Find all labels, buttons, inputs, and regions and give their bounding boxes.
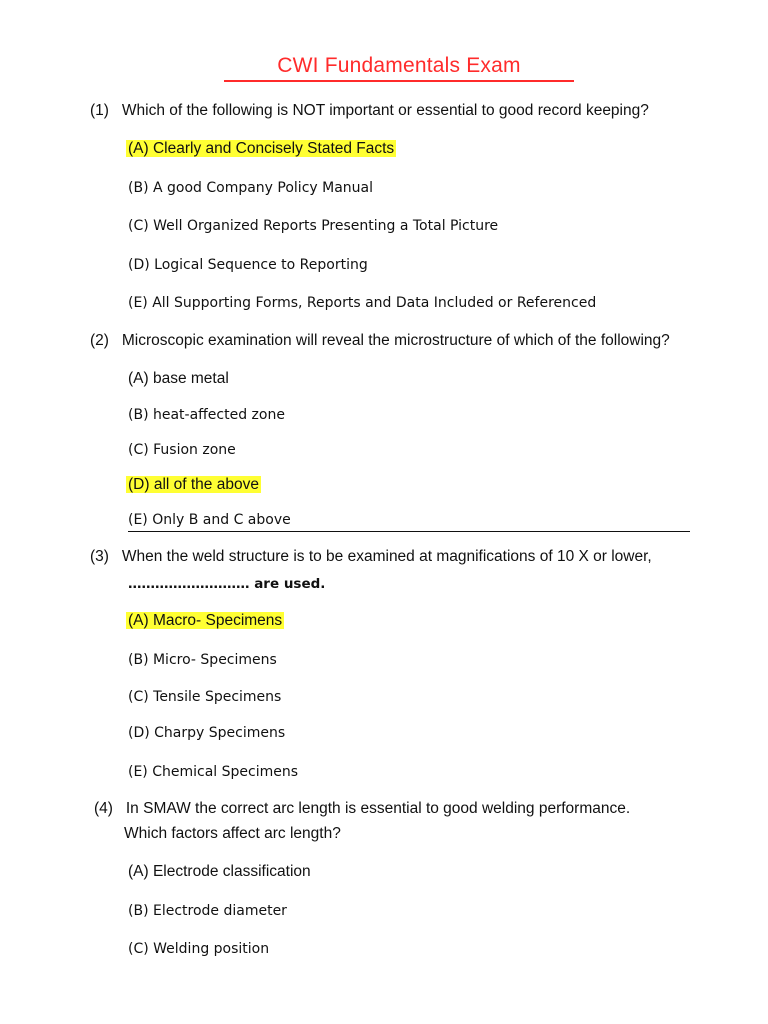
option-2d [128,474,261,496]
option-2b: (B) heat-affected zone [128,407,285,423]
option-4a: (A) Electrode classification [128,863,311,880]
question-number: (4) [94,800,113,817]
question-2 [90,330,670,352]
question-text: In SMAW the correct arc length is essential to good welding performance. [125,800,631,817]
section-divider [128,531,690,532]
question-text: When the weld structure is to be examined at magnifications of 10 X or lower, [121,548,652,565]
question-1 [90,100,649,122]
option-2e: (E) Only B and C above [128,512,291,528]
option-1a [128,138,396,160]
option-3b: (B) Micro- Specimens [128,652,277,668]
question-number: (3) [90,548,109,565]
option-4c: (C) Welding position [128,941,270,957]
option-3d: (D) Charpy Specimens [128,725,286,741]
option-3e: (E) Chemical Specimens [128,764,299,780]
question-3-line2: ……………………… are used. [128,576,326,592]
question-number: (2) [90,332,109,349]
question-text: Microscopic examination will reveal the microstructure of which of the following? [121,332,670,349]
option-4b: (B) Electrode diameter [128,903,287,919]
option-1e: (E) All Supporting Forms, Reports and Data Included or Referenced [128,295,597,311]
highlighted-answer: (A) Macro- Specimens [128,612,283,629]
option-3c: (C) Tensile Specimens [128,689,282,705]
page-title: CWI Fundamentals Exam [224,52,574,82]
option-2a: (A) base metal [128,370,229,387]
option-1c: (C) Well Organized Reports Presenting a Total Picture [128,218,499,234]
highlighted-answer: (D) all of the above [128,476,259,493]
option-3a [128,610,284,632]
question-4 [94,798,630,820]
highlighted-answer: (A) Clearly and Concisely Stated Facts [128,140,395,157]
option-1b: (B) A good Company Policy Manual [128,180,374,196]
question-number: (1) [90,102,109,119]
question-4-line2: Which factors affect arc length? [124,825,341,842]
question-3 [90,546,652,568]
question-text: Which of the following is NOT important or essential to good record keeping? [121,102,649,119]
option-2c: (C) Fusion zone [128,442,236,458]
option-1d: (D) Logical Sequence to Reporting [128,257,368,273]
